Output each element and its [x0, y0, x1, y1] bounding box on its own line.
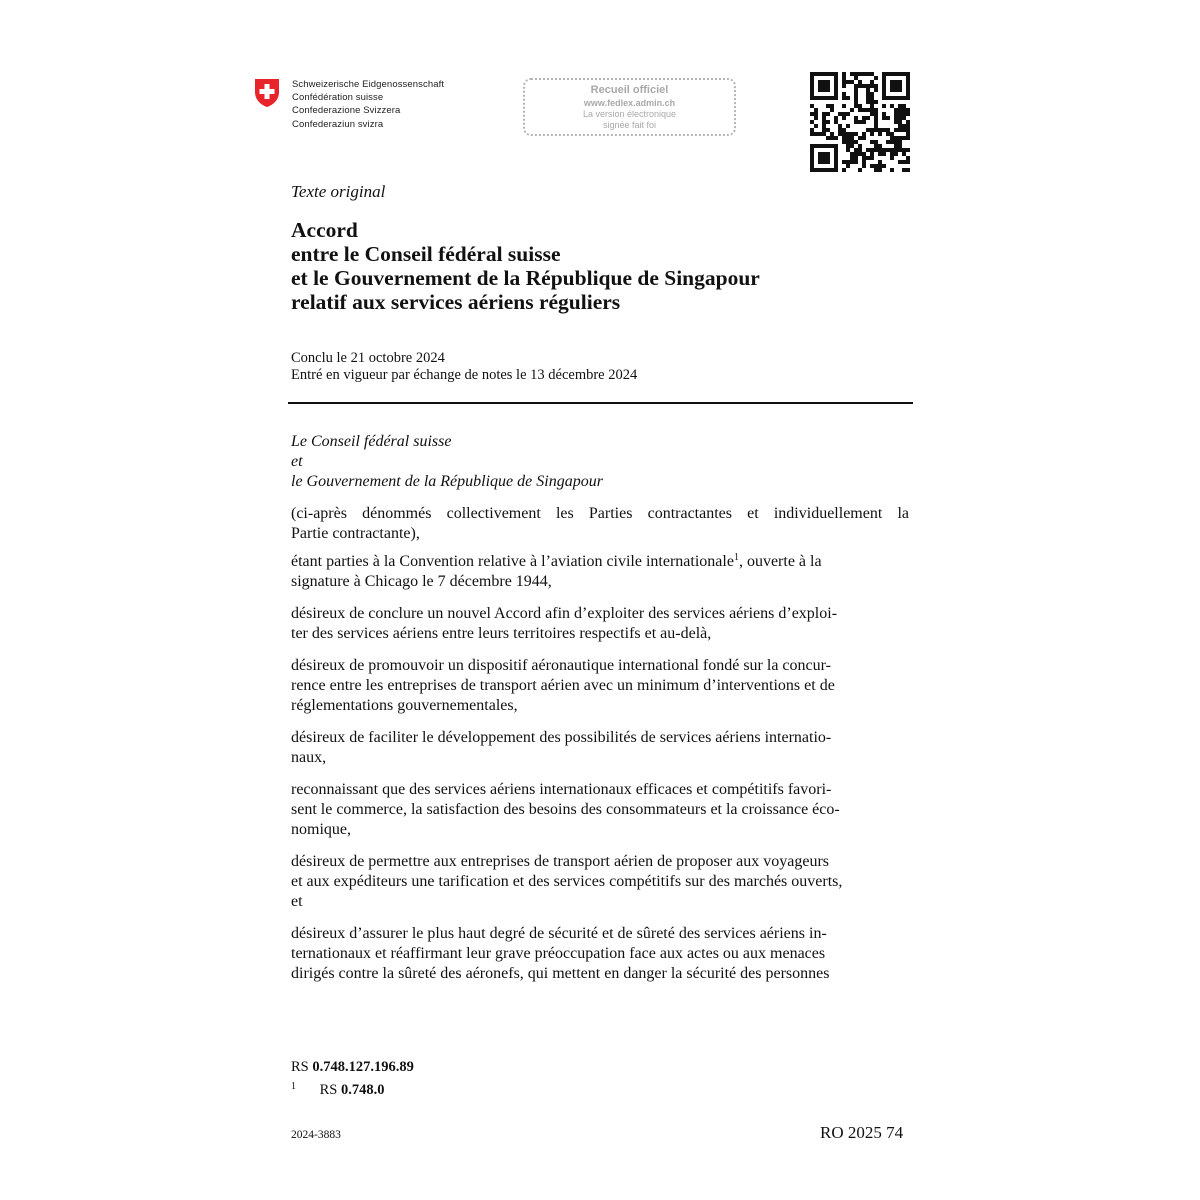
swiss-coat-of-arms-icon — [254, 78, 280, 108]
federation-line-de: Schweizerische Eidgenossenschaft — [292, 79, 445, 90]
party-singapore: le Gouvernement de la République de Singapour — [291, 473, 603, 490]
paragraph-line: désireux de faciliter le développement des possibilités de services aériens internatio- — [291, 729, 832, 746]
paragraph-line: reconnaissant que des services aériens internationaux efficaces et compétitifs favori- — [291, 781, 832, 798]
footnote-ref[interactable]: 1 — [733, 552, 739, 563]
preamble — [291, 432, 909, 996]
footnote-number: 1 — [291, 1081, 296, 1092]
section-divider — [288, 402, 913, 404]
paragraph-line: désireux de permettre aux entreprises de transport aérien de proposer aux voyageurs — [291, 853, 830, 870]
federation-line-rm: Confederaziun svizra — [292, 118, 384, 130]
stamp-title: Recueil officiel — [590, 84, 669, 96]
stamp-url: www.fedlex.admin.ch — [583, 98, 676, 108]
paragraph-line: et — [291, 893, 303, 910]
qr-code-icon — [810, 72, 910, 172]
paragraph-line: Partie contractante), — [291, 525, 420, 542]
title-line: entre le Conseil fédéral suisse — [291, 242, 561, 266]
official-collection-stamp — [523, 78, 736, 136]
title-line: Accord — [291, 218, 358, 242]
paragraph-line: désireux de promouvoir un dispositif aéronautique international fondé sur la concur- — [291, 657, 831, 674]
rs-reference — [291, 1058, 414, 1076]
paragraph-line: réglementations gouvernementales, — [291, 697, 518, 714]
paragraph-line: et aux expéditeurs une tarification et des services compétitifs sur des marchés ouverts, — [291, 873, 843, 890]
ro-reference: RO 2025 74 — [820, 1123, 904, 1142]
footnote-ref-number: 0.748.0 — [341, 1082, 385, 1098]
paragraph-line: naux, — [291, 749, 327, 766]
paragraph-text: étant parties à la Convention relative à l’aviation civile internationale — [291, 553, 734, 570]
title-line: relatif aux services aériens réguliers — [291, 290, 621, 314]
paragraph-text: signature à Chicago le 7 décembre 1944, — [291, 573, 552, 590]
stamp-note-2: signée fait foi — [602, 120, 657, 130]
footnote-prefix: RS — [319, 1082, 338, 1098]
federation-line-fr: Confédération suisse — [292, 92, 384, 104]
document-title — [291, 218, 760, 314]
paragraph-line: ter des services aériens entre leurs territoires respectifs et au-delà, — [291, 625, 712, 642]
rs-number: 0.748.127.196.89 — [312, 1059, 414, 1075]
paragraph-line: désireux d’assurer le plus haut degré de sécurité et de sûreté des services aériens in- — [291, 925, 827, 942]
footnote — [291, 1078, 385, 1099]
preamble-paragraph — [291, 552, 909, 592]
federation-names — [292, 78, 444, 131]
rs-prefix: RS — [291, 1059, 309, 1075]
paragraph-line: (ci-après dénommés collectivement les Parties contractantes et individuellement la — [291, 505, 909, 522]
paragraph-line: nomique, — [291, 821, 351, 838]
paragraph-text: , ouverte à la — [738, 553, 822, 570]
title-line: et le Gouvernement de la République de Singapour — [291, 266, 760, 290]
paragraph-line: dirigés contre la sûreté des aéronefs, qui mettent en danger la sécurité des personnes — [291, 965, 830, 982]
in-force-date: Entré en vigueur par échange de notes le 13 décembre 2024 — [291, 366, 638, 383]
paragraph-line: rence entre les entreprises de transport aérien avec un minimum d’interventions et de — [291, 677, 835, 694]
document-dates — [291, 350, 637, 383]
paragraph-line: désireux de conclure un nouvel Accord afin d’exploiter des services aériens d’exploi- — [291, 605, 838, 622]
paragraph-line: ternationaux et réaffirmant leur grave préoccupation face aux actes ou aux menaces — [291, 945, 826, 962]
party-conjunction: et — [291, 453, 303, 470]
concluded-date: Conclu le 21 octobre 2024 — [291, 350, 445, 366]
paragraph-line: sent le commerce, la satisfaction des besoins des consommateurs et la croissance éco- — [291, 801, 840, 818]
stamp-note-1: La version électronique — [582, 109, 677, 119]
federation-line-it: Confederazione Svizzera — [292, 105, 401, 117]
document-subtitle: Texte original — [291, 182, 386, 201]
party-swiss: Le Conseil fédéral suisse — [291, 433, 452, 450]
document-id: 2024-3883 — [291, 1129, 341, 1141]
